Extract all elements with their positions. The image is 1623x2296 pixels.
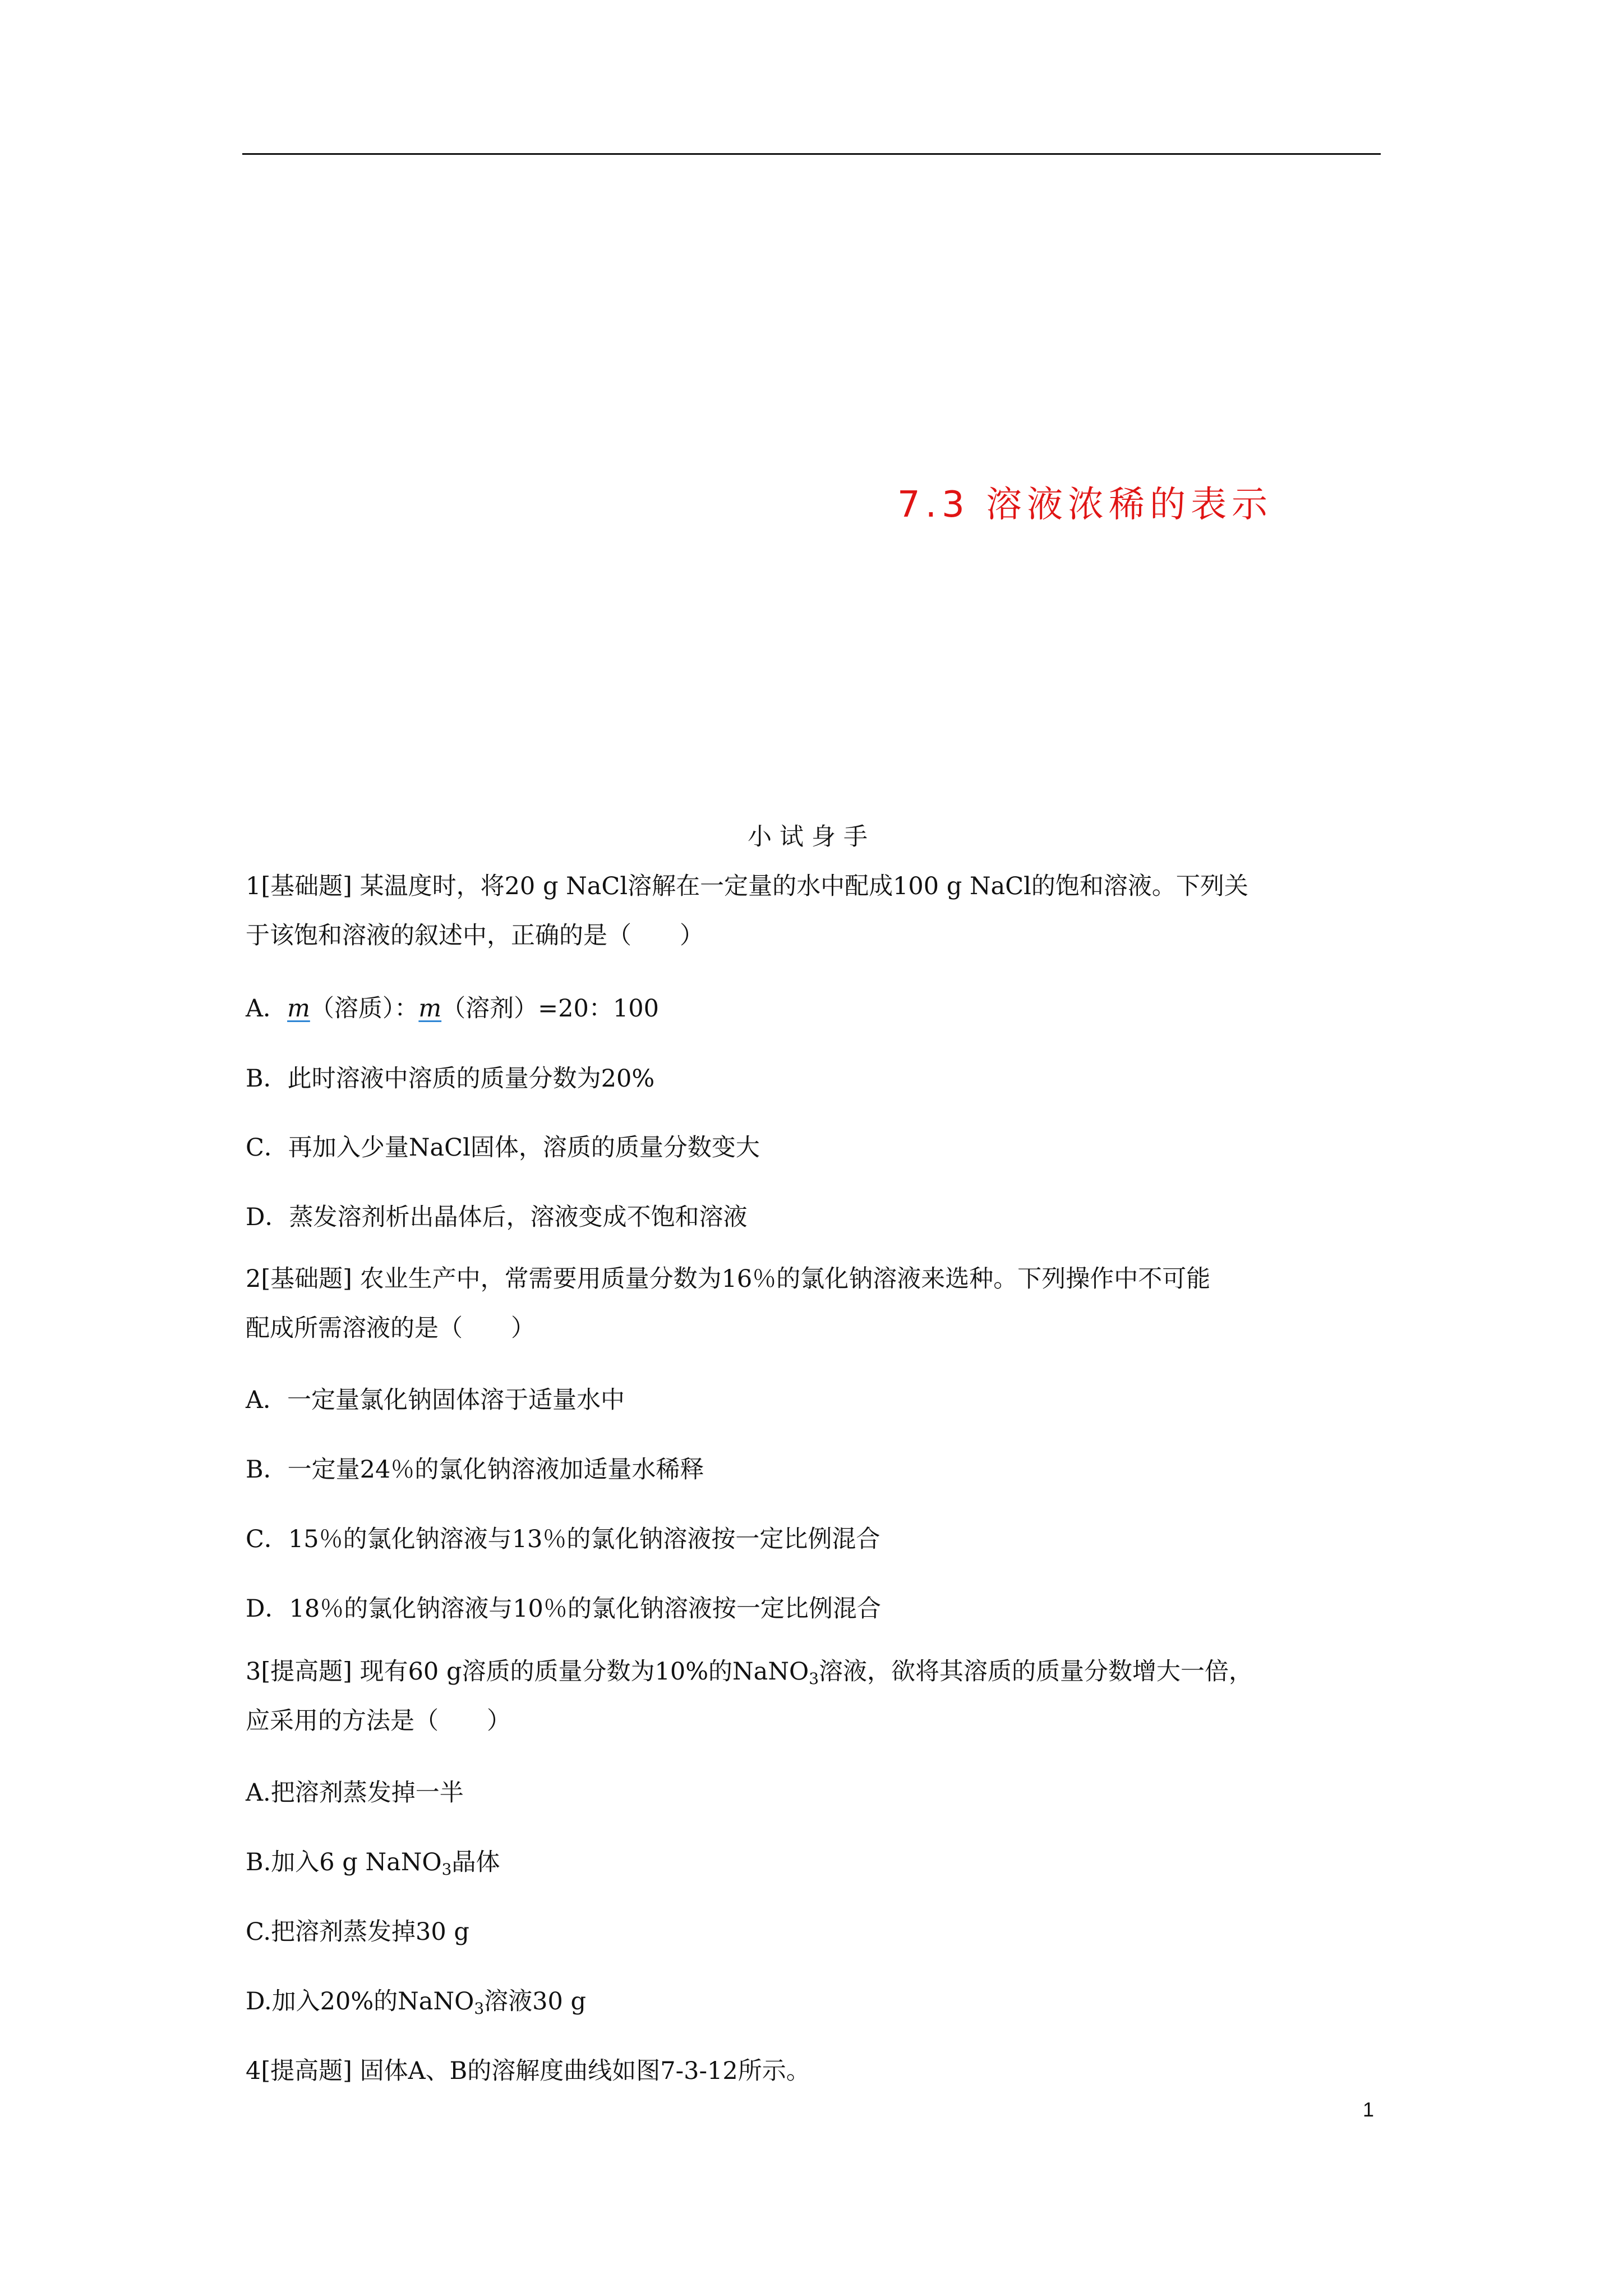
q2-option-c: C．15％的氯化钠溶液与13％的氯化钠溶液按一定比例混合	[246, 1525, 880, 1553]
q2-stem-line2: 配成所需溶液的是（ ）	[246, 1314, 535, 1342]
q1-stem-line1: 1[基础题] 某温度时，将20 g NaCl溶解在一定量的水中配成100 g NaCl的饱和溶液。下列关	[246, 872, 1248, 900]
document-title: 7.3 溶液浓稀的表示	[897, 484, 1273, 526]
header-rule	[242, 153, 1381, 155]
q3-option-a: A.把溶剂蒸发掉一半	[246, 1779, 464, 1807]
q3-stem-text: 溶液，欲将其溶质的质量分数增大一倍，	[819, 1658, 1253, 1686]
q3-option-d-text: D.加入20%的NaNO	[246, 1987, 474, 2016]
subscript: 3	[809, 1669, 819, 1688]
q3-option-b	[246, 1847, 500, 1885]
q2-option-b: B．一定量24％的氯化钠溶液加适量水稀释	[246, 1456, 704, 1484]
q1-option-a-prefix: A．	[246, 995, 288, 1023]
subscript: 3	[474, 1999, 485, 2018]
q1-option-c: C．再加入少量NaCl固体，溶质的质量分数变大	[246, 1134, 760, 1162]
q3-option-d-text: 溶液30 g	[484, 1987, 587, 2016]
q1-stem-line2: 于该饱和溶液的叙述中，正确的是（ ）	[246, 922, 704, 950]
q1-option-b: B．此时溶液中溶质的质量分数为20%	[246, 1065, 655, 1093]
q3-stem-text: 3[提高题] 现有60 g溶质的质量分数为10%的NaNO	[246, 1658, 809, 1686]
q1-option-d: D．蒸发溶剂析出晶体后，溶液变成不饱和溶液	[246, 1203, 748, 1231]
q1-option-a	[246, 993, 659, 1024]
mass-symbol: m	[287, 995, 310, 1023]
section-heading: 小试身手	[748, 823, 875, 851]
q4-stem-line1: 4[提高题] 固体A、B的溶解度曲线如图7-3-12所示。	[246, 2057, 810, 2085]
q1-option-a-solvent: （溶剂）=20：100	[441, 995, 659, 1023]
q3-option-b-text: B.加入6 g NaNO	[246, 1848, 442, 1876]
q3-option-b-text: 晶体	[451, 1848, 500, 1876]
subscript: 3	[441, 1860, 452, 1879]
q3-option-c: C.把溶剂蒸发掉30 g	[246, 1918, 469, 1946]
q3-option-d	[246, 1986, 586, 2024]
q3-stem-line2: 应采用的方法是（ ）	[246, 1707, 511, 1735]
mass-symbol: m	[418, 995, 442, 1023]
page-number: 1	[1363, 2098, 1375, 2121]
q3-stem-line1	[246, 1656, 1253, 1695]
q2-option-d: D．18％的氯化钠溶液与10％的氯化钠溶液按一定比例混合	[246, 1595, 881, 1623]
q2-stem-line1: 2[基础题] 农业生产中，常需要用质量分数为16％的氯化钠溶液来选种。下列操作中不可能	[246, 1265, 1211, 1293]
q1-option-a-solute: （溶质）：	[310, 995, 419, 1023]
q2-option-a: A．一定量氯化钠固体溶于适量水中	[246, 1386, 625, 1414]
